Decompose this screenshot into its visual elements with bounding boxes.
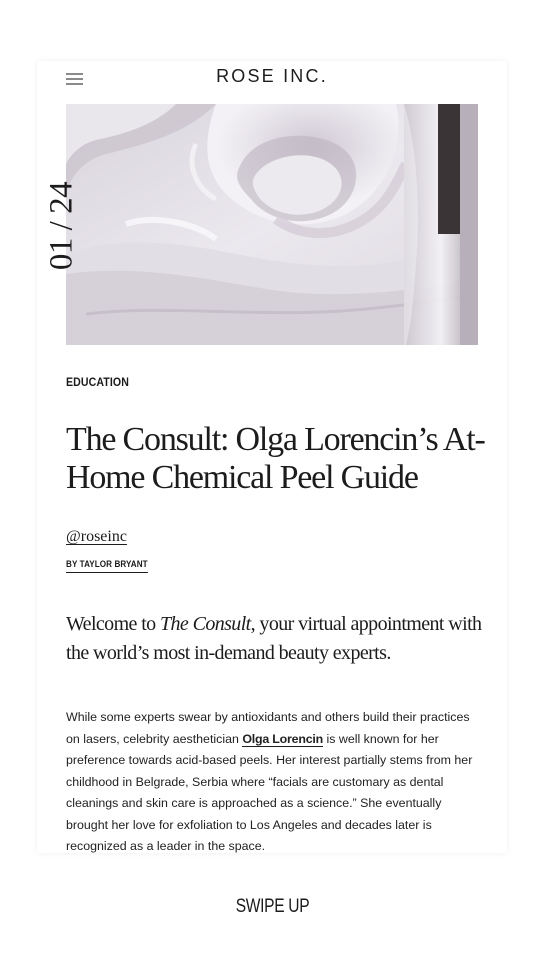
body-text-after: is well known for her preference towards acid-based peels. Her interest partially stems from her childhood in Belgrade, Serbia where “facials are customary as dental cleanings and skin care is approached as a science.” She eventually brought her love for exfoliation to Los Angeles and decades later is recognized as a leader in the space. xyxy=(66,731,473,853)
top-nav-bar xyxy=(37,61,507,97)
intro-series-name: The Consult xyxy=(159,613,251,635)
story-counter: 01 / 24 xyxy=(43,181,80,271)
body-text-before: While some experts swear by antioxidants and others build their practices on lasers, celebrity aesthetician xyxy=(66,710,470,746)
aesthetician-name-link[interactable]: Olga Lorencin xyxy=(242,731,324,746)
hero-image xyxy=(66,104,478,345)
intro-text-before: Welcome to xyxy=(66,613,160,635)
intro-text-after: , your virtual appointment with the world’s most in-demand beauty experts. xyxy=(66,613,482,664)
article-body-paragraph xyxy=(66,707,478,853)
article-card xyxy=(37,61,507,853)
brand-logo[interactable]: ROSE INC. xyxy=(216,66,328,86)
swipe-up-prompt[interactable]: SWIPE UP xyxy=(235,896,310,917)
author-byline[interactable]: BY TAYLOR BRYANT xyxy=(66,559,148,573)
article-intro xyxy=(66,610,486,668)
category-label[interactable]: EDUCATION xyxy=(66,377,129,389)
instagram-handle-link[interactable]: @roseinc xyxy=(66,528,127,545)
article-title: The Consult: Olga Lorencin’s At-Home Chemical Peel Guide xyxy=(66,421,485,496)
